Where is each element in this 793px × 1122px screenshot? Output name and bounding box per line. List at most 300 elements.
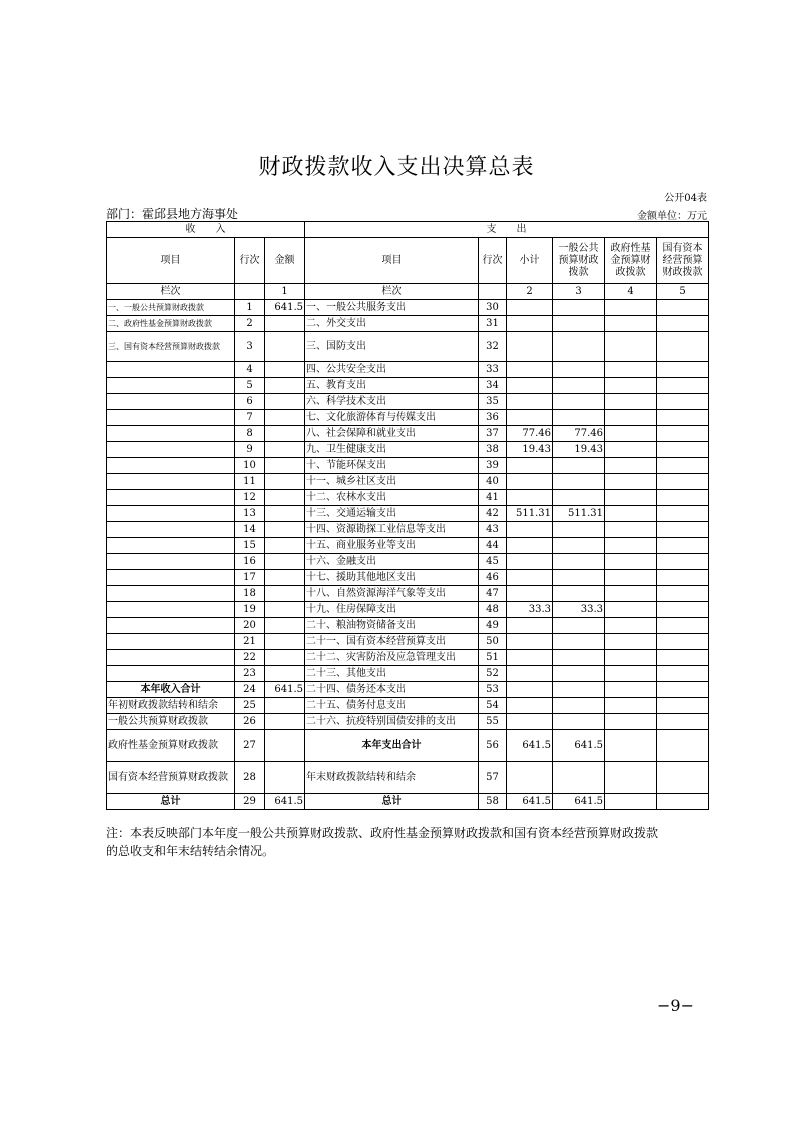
expense-general-budget: 641.5: [553, 730, 605, 762]
expense-gov-fund: [605, 522, 657, 538]
expense-state-capital: [657, 378, 709, 394]
income-item: 本年收入合计: [107, 682, 235, 698]
income-item: [107, 490, 235, 506]
expense-general-budget: [553, 650, 605, 666]
expense-general-budget: [553, 316, 605, 332]
expense-gov-fund: [605, 762, 657, 794]
income-row-no: 3: [235, 332, 265, 362]
table-row: [107, 362, 709, 378]
expense-state-capital: [657, 762, 709, 794]
col-index-4: 4: [605, 284, 657, 300]
expense-gov-fund: [605, 794, 657, 810]
income-amount: 641.5: [265, 794, 305, 810]
income-amount: [265, 378, 305, 394]
expense-general-budget: [553, 410, 605, 426]
expense-subtotal: [507, 762, 553, 794]
expense-subtotal: [507, 570, 553, 586]
income-item-header: 项目: [107, 238, 235, 284]
expense-general-budget: 511.31: [553, 506, 605, 522]
expense-general-budget: [553, 458, 605, 474]
expense-subtotal: 19.43: [507, 442, 553, 458]
income-amount: [265, 698, 305, 714]
expense-general-budget: [553, 522, 605, 538]
expense-state-capital: [657, 538, 709, 554]
expense-state-capital: [657, 506, 709, 522]
expense-state-capital: [657, 522, 709, 538]
expense-subtotal: [507, 332, 553, 362]
income-amount: [265, 522, 305, 538]
income-amount: [265, 602, 305, 618]
expense-state-capital: [657, 300, 709, 316]
income-item: 总计: [107, 794, 235, 810]
blank-cell: [235, 284, 265, 300]
income-amount: [265, 586, 305, 602]
expense-general-budget: [553, 538, 605, 554]
income-row-no: 15: [235, 538, 265, 554]
expense-gov-fund: [605, 682, 657, 698]
income-amount: [265, 426, 305, 442]
table-row: [107, 666, 709, 682]
table-row: [107, 316, 709, 332]
expense-state-capital: [657, 474, 709, 490]
expense-item: 三、国防支出: [305, 332, 479, 362]
expense-state-capital: [657, 570, 709, 586]
table-row: [107, 554, 709, 570]
income-row-no: 28: [235, 762, 265, 794]
expense-row-no: 48: [479, 602, 507, 618]
expense-general-budget: [553, 698, 605, 714]
expense-header: 支 出: [305, 222, 709, 238]
expense-item: 四、公共安全支出: [305, 362, 479, 378]
expense-state-capital: [657, 634, 709, 650]
expense-gov-fund: [605, 506, 657, 522]
income-item: 一般公共预算财政拨款: [107, 714, 235, 730]
income-amount: [265, 570, 305, 586]
expense-subtotal: [507, 522, 553, 538]
income-item: [107, 426, 235, 442]
income-row-no: 13: [235, 506, 265, 522]
expense-general-budget: [553, 762, 605, 794]
income-item: [107, 538, 235, 554]
income-item: 三、国有资本经营预算财政拨款: [107, 332, 235, 362]
table-row: [107, 394, 709, 410]
expense-subtotal: [507, 538, 553, 554]
income-row-no: 6: [235, 394, 265, 410]
expense-row-no: 41: [479, 490, 507, 506]
table-row: [107, 442, 709, 458]
general-budget-header: 一般公共预算财政拨款: [553, 238, 605, 284]
income-amount: [265, 650, 305, 666]
expense-state-capital: [657, 554, 709, 570]
expense-subtotal: [507, 554, 553, 570]
income-row-no: 5: [235, 378, 265, 394]
expense-item: 十九、住房保障支出: [305, 602, 479, 618]
expense-gov-fund: [605, 410, 657, 426]
expense-gov-fund: [605, 666, 657, 682]
expense-general-budget: 77.46: [553, 426, 605, 442]
income-row-no: 7: [235, 410, 265, 426]
department-label: 部门：霍邱县地方海事处: [106, 207, 239, 221]
table-row: [107, 586, 709, 602]
expense-subtotal: 77.46: [507, 426, 553, 442]
income-item: [107, 362, 235, 378]
expense-general-budget: [553, 394, 605, 410]
income-item: 一、一般公共预算财政拨款: [107, 300, 235, 316]
expense-row-no: 36: [479, 410, 507, 426]
expense-general-budget: [553, 586, 605, 602]
income-amount: [265, 458, 305, 474]
expense-general-budget: [553, 618, 605, 634]
expense-general-budget: [553, 682, 605, 698]
expense-item: 十三、交通运输支出: [305, 506, 479, 522]
income-item: 国有资本经营预算财政拨款: [107, 762, 235, 794]
income-amount: 641.5: [265, 300, 305, 316]
table-row: [107, 522, 709, 538]
note-line-1: 注：本表反映部门本年度一般公共预算财政拨款、政府性基金预算财政拨款和国有资本经营预算财政拨款: [106, 826, 659, 840]
subtotal-header: 小计: [507, 238, 553, 284]
income-row-no: 16: [235, 554, 265, 570]
income-row-no: 11: [235, 474, 265, 490]
expense-row-no: 35: [479, 394, 507, 410]
income-row-no: 4: [235, 362, 265, 378]
expense-row-no: 38: [479, 442, 507, 458]
table-row: [107, 730, 709, 762]
income-amount: [265, 506, 305, 522]
col-index-5: 5: [657, 284, 709, 300]
income-item: [107, 554, 235, 570]
income-amount: [265, 730, 305, 762]
expense-gov-fund: [605, 490, 657, 506]
expense-row-no: 53: [479, 682, 507, 698]
expense-row-no: 55: [479, 714, 507, 730]
expense-general-budget: [553, 554, 605, 570]
expense-state-capital: [657, 794, 709, 810]
expense-gov-fund: [605, 458, 657, 474]
expense-gov-fund: [605, 426, 657, 442]
col-index-3: 3: [553, 284, 605, 300]
income-row-no: 10: [235, 458, 265, 474]
income-row-no: 21: [235, 634, 265, 650]
expense-subtotal: 641.5: [507, 794, 553, 810]
expense-item: 二十二、灾害防治及应急管理支出: [305, 650, 479, 666]
expense-subtotal: [507, 474, 553, 490]
income-item: [107, 410, 235, 426]
income-row-no-header: 行次: [235, 238, 265, 284]
income-item: [107, 522, 235, 538]
income-amount: [265, 634, 305, 650]
income-row-no: 19: [235, 602, 265, 618]
expense-item-header: 项目: [305, 238, 479, 284]
expense-item: 二十四、债务还本支出: [305, 682, 479, 698]
expense-row-no: 30: [479, 300, 507, 316]
expense-row-no: 43: [479, 522, 507, 538]
expense-item: 十六、金融支出: [305, 554, 479, 570]
expense-state-capital: [657, 426, 709, 442]
expense-general-budget: [553, 714, 605, 730]
table-row: [107, 474, 709, 490]
income-amount-header: 金额: [265, 238, 305, 284]
income-amount: [265, 394, 305, 410]
income-item: [107, 650, 235, 666]
expense-subtotal: [507, 586, 553, 602]
expense-state-capital: [657, 362, 709, 378]
expense-gov-fund: [605, 362, 657, 378]
income-row-no: 22: [235, 650, 265, 666]
expense-subtotal: 33.3: [507, 602, 553, 618]
expense-item: 总计: [305, 794, 479, 810]
expense-gov-fund: [605, 300, 657, 316]
table-row: [107, 618, 709, 634]
table-row: [107, 794, 709, 810]
expense-subtotal: [507, 666, 553, 682]
expense-gov-fund: [605, 474, 657, 490]
expense-row-no: 58: [479, 794, 507, 810]
expense-general-budget: 641.5: [553, 794, 605, 810]
income-amount: [265, 490, 305, 506]
income-item: [107, 378, 235, 394]
expense-gov-fund: [605, 538, 657, 554]
expense-item: 九、卫生健康支出: [305, 442, 479, 458]
income-row-no: 1: [235, 300, 265, 316]
expense-row-no: 40: [479, 474, 507, 490]
expense-state-capital: [657, 682, 709, 698]
amount-unit: 金额单位：万元: [637, 211, 707, 222]
expense-row-no: 33: [479, 362, 507, 378]
expense-subtotal: [507, 300, 553, 316]
expense-row-no: 49: [479, 618, 507, 634]
income-row-no: 25: [235, 698, 265, 714]
income-item: [107, 394, 235, 410]
table-row: [107, 378, 709, 394]
expense-item: 一、一般公共服务支出: [305, 300, 479, 316]
expense-subtotal: 511.31: [507, 506, 553, 522]
expense-gov-fund: [605, 554, 657, 570]
expense-gov-fund: [605, 618, 657, 634]
table-row: [107, 538, 709, 554]
expense-state-capital: [657, 586, 709, 602]
income-amount: [265, 714, 305, 730]
page-number: −9−: [657, 996, 694, 1015]
table-row: [107, 570, 709, 586]
expense-item: 十二、农林水支出: [305, 490, 479, 506]
income-amount: [265, 474, 305, 490]
expense-item: 二十三、其他支出: [305, 666, 479, 682]
expense-gov-fund: [605, 602, 657, 618]
table-row: [107, 506, 709, 522]
table-row: [107, 458, 709, 474]
gov-fund-header: 政府性基金预算财政拨款: [605, 238, 657, 284]
header-row-group: [107, 222, 709, 238]
expense-gov-fund: [605, 634, 657, 650]
expense-subtotal: [507, 490, 553, 506]
expense-item: 五、教育支出: [305, 378, 479, 394]
expense-gov-fund: [605, 394, 657, 410]
expense-item: 本年支出合计: [305, 730, 479, 762]
income-item: [107, 602, 235, 618]
expense-general-budget: [553, 378, 605, 394]
expense-subtotal: [507, 634, 553, 650]
budget-summary-table: [106, 221, 709, 810]
income-row-no: 9: [235, 442, 265, 458]
expense-state-capital: [657, 442, 709, 458]
expense-item: 二十六、抗疫特别国债安排的支出: [305, 714, 479, 730]
expense-item: 七、文化旅游体育与传媒支出: [305, 410, 479, 426]
expense-gov-fund: [605, 650, 657, 666]
expense-item: 十七、援助其他地区支出: [305, 570, 479, 586]
income-amount: [265, 442, 305, 458]
expense-row-no-header: 行次: [479, 238, 507, 284]
table-note: [106, 824, 712, 860]
page-title: 财政拨款收入支出决算总表: [258, 155, 535, 180]
income-amount: [265, 362, 305, 378]
income-row-no: 12: [235, 490, 265, 506]
income-item: [107, 458, 235, 474]
income-item: [107, 666, 235, 682]
table-row: [107, 698, 709, 714]
expense-state-capital: [657, 714, 709, 730]
expense-gov-fund: [605, 698, 657, 714]
income-amount: [265, 618, 305, 634]
income-item: 政府性基金预算财政拨款: [107, 730, 235, 762]
income-row-no: 20: [235, 618, 265, 634]
expense-row-no: 57: [479, 762, 507, 794]
expense-row-no: 56: [479, 730, 507, 762]
income-amount: [265, 554, 305, 570]
expense-general-budget: 19.43: [553, 442, 605, 458]
income-item: 二、政府性基金预算财政拨款: [107, 316, 235, 332]
expense-subtotal: [507, 316, 553, 332]
expense-item: 十四、资源勘探工业信息等支出: [305, 522, 479, 538]
expense-gov-fund: [605, 378, 657, 394]
expense-item: 二十、粮油物资储备支出: [305, 618, 479, 634]
income-row-no: 2: [235, 316, 265, 332]
expense-row-no: 47: [479, 586, 507, 602]
lanci-left: 栏次: [107, 284, 235, 300]
income-item: [107, 506, 235, 522]
expense-state-capital: [657, 316, 709, 332]
income-row-no: 24: [235, 682, 265, 698]
expense-gov-fund: [605, 570, 657, 586]
income-amount: 641.5: [265, 682, 305, 698]
expense-row-no: 44: [479, 538, 507, 554]
expense-subtotal: [507, 698, 553, 714]
expense-subtotal: [507, 394, 553, 410]
form-number: 公开04表: [664, 193, 707, 204]
expense-subtotal: [507, 458, 553, 474]
expense-general-budget: [553, 634, 605, 650]
table-row: [107, 300, 709, 316]
income-amount: [265, 762, 305, 794]
income-item: [107, 442, 235, 458]
expense-row-no: 31: [479, 316, 507, 332]
col-index-1: 1: [265, 284, 305, 300]
expense-state-capital: [657, 332, 709, 362]
expense-subtotal: [507, 378, 553, 394]
expense-gov-fund: [605, 730, 657, 762]
income-row-no: 23: [235, 666, 265, 682]
expense-state-capital: [657, 730, 709, 762]
expense-general-budget: [553, 300, 605, 316]
expense-state-capital: [657, 490, 709, 506]
expense-item: 十一、城乡社区支出: [305, 474, 479, 490]
income-item: [107, 586, 235, 602]
expense-state-capital: [657, 410, 709, 426]
expense-row-no: 34: [479, 378, 507, 394]
income-row-no: 27: [235, 730, 265, 762]
expense-item: 二十一、国有资本经营预算支出: [305, 634, 479, 650]
expense-general-budget: [553, 332, 605, 362]
table-row: [107, 490, 709, 506]
income-row-no: 14: [235, 522, 265, 538]
expense-gov-fund: [605, 442, 657, 458]
expense-gov-fund: [605, 586, 657, 602]
income-amount: [265, 538, 305, 554]
income-row-no: 26: [235, 714, 265, 730]
expense-state-capital: [657, 602, 709, 618]
expense-row-no: 54: [479, 698, 507, 714]
expense-row-no: 39: [479, 458, 507, 474]
expense-general-budget: [553, 666, 605, 682]
expense-state-capital: [657, 394, 709, 410]
note-line-2: 的总收支和年末结转结余情况。: [106, 844, 275, 858]
income-row-no: 29: [235, 794, 265, 810]
expense-subtotal: 641.5: [507, 730, 553, 762]
income-header: 收 入: [107, 222, 305, 238]
header-row-columns: [107, 238, 709, 284]
expense-item: 十、节能环保支出: [305, 458, 479, 474]
income-item: [107, 474, 235, 490]
expense-general-budget: [553, 474, 605, 490]
expense-state-capital: [657, 650, 709, 666]
expense-item: 年末财政拨款结转和结余: [305, 762, 479, 794]
lanci-right: 栏次: [305, 284, 479, 300]
expense-general-budget: [553, 490, 605, 506]
blank-cell: [479, 284, 507, 300]
expense-subtotal: [507, 650, 553, 666]
expense-item: 十五、商业服务业等支出: [305, 538, 479, 554]
expense-subtotal: [507, 682, 553, 698]
table-row: [107, 714, 709, 730]
income-item: [107, 634, 235, 650]
expense-item: 二、外交支出: [305, 316, 479, 332]
expense-row-no: 50: [479, 634, 507, 650]
table-row: [107, 634, 709, 650]
income-item: [107, 570, 235, 586]
expense-subtotal: [507, 362, 553, 378]
expense-subtotal: [507, 618, 553, 634]
income-amount: [265, 666, 305, 682]
expense-row-no: 45: [479, 554, 507, 570]
expense-state-capital: [657, 698, 709, 714]
expense-state-capital: [657, 666, 709, 682]
income-amount: [265, 316, 305, 332]
expense-gov-fund: [605, 714, 657, 730]
expense-general-budget: 33.3: [553, 602, 605, 618]
income-item: [107, 618, 235, 634]
col-index-2: 2: [507, 284, 553, 300]
expense-item: 八、社会保障和就业支出: [305, 426, 479, 442]
expense-general-budget: [553, 362, 605, 378]
income-amount: [265, 332, 305, 362]
expense-row-no: 32: [479, 332, 507, 362]
state-capital-header: 国有资本经营预算财政拨款: [657, 238, 709, 284]
income-amount: [265, 410, 305, 426]
expense-subtotal: [507, 410, 553, 426]
expense-item: 十八、自然资源海洋气象等支出: [305, 586, 479, 602]
expense-gov-fund: [605, 316, 657, 332]
table-row: [107, 682, 709, 698]
expense-gov-fund: [605, 332, 657, 362]
